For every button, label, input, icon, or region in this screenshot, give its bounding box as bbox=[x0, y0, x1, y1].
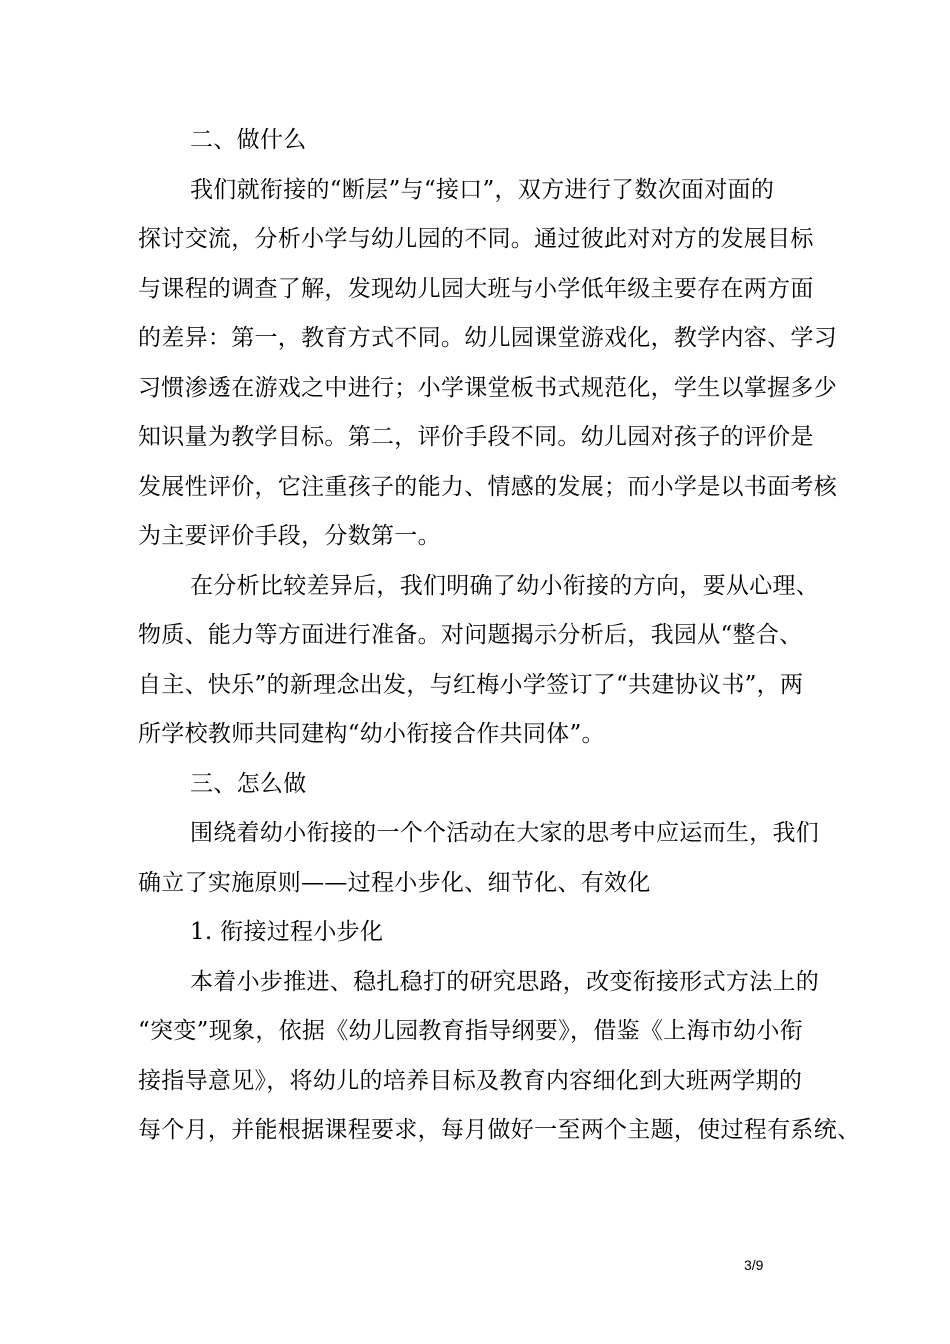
paragraph-line: 为主要评价手段，分数第一。 bbox=[138, 523, 441, 549]
paragraph-line: 接指导意见》，将幼儿的培养目标及教育内容细化到大班两学期的 bbox=[138, 1067, 803, 1094]
paragraph-line: 本着小步推进、稳扎稳打的研究思路，改变衔接形式方法上的 bbox=[190, 968, 820, 995]
paragraph-line: 探讨交流，分析小学与幼儿园的不同。通过彼此对对方的发展目标 bbox=[138, 226, 814, 252]
paragraph-line: 与课程的调查了解，发现幼儿园大班与小学低年级主要存在两方面 bbox=[138, 275, 814, 302]
paragraph-line: 物质、能力等方面进行准备。对问题揭示分析后，我园从“整合、 bbox=[138, 622, 803, 648]
section-heading-how-to-do: 三、怎么做 bbox=[190, 770, 307, 797]
paragraph-line: 自主、快乐”的新理念出发，与红梅小学签订了“共建协议书”，两 bbox=[138, 671, 804, 698]
paragraph-line: 发展性评价，它注重孩子的能力、情感的发展；而小学是以书面考核 bbox=[138, 473, 837, 500]
section-heading-what-to-do: 二、做什么 bbox=[190, 127, 307, 153]
paragraph-line: 确立了实施原则——过程小步化、细节化、有效化 bbox=[138, 869, 651, 896]
page-number: 3/9 bbox=[744, 1257, 764, 1273]
paragraph-line: 知识量为教学目标。第二，评价手段不同。幼儿园对孩子的评价是 bbox=[138, 424, 814, 450]
paragraph-line: “突变”现象，依据《幼儿园教育指导纲要》，借鉴《上海市幼小衔 bbox=[138, 1018, 804, 1044]
paragraph-line: 所学校教师共同建构“幼小衔接合作共同体”。 bbox=[138, 721, 605, 747]
paragraph-line: 在分析比较差异后，我们明确了幼小衔接的方向，要从心理、 bbox=[190, 572, 820, 599]
document-body bbox=[138, 116, 861, 1156]
paragraph-line: 习惯渗透在游戏之中进行；小学课堂板书式规范化，学生以掌握多少 bbox=[138, 374, 837, 401]
subsection-heading: 1. 衔接过程小步化 bbox=[190, 919, 384, 945]
paragraph-line: 的差异：第一，教育方式不同。幼儿园课堂游戏化，教学内容、学习 bbox=[138, 325, 837, 351]
paragraph-line: 每个月，并能根据课程要求，每月做好一至两个主题，使过程有系统、 bbox=[138, 1117, 861, 1143]
paragraph-line: 我们就衔接的“断层”与“接口”，双方进行了数次面对面的 bbox=[190, 176, 775, 203]
paragraph-line: 围绕着幼小衔接的一个个活动在大家的思考中应运而生，我们 bbox=[190, 820, 820, 846]
